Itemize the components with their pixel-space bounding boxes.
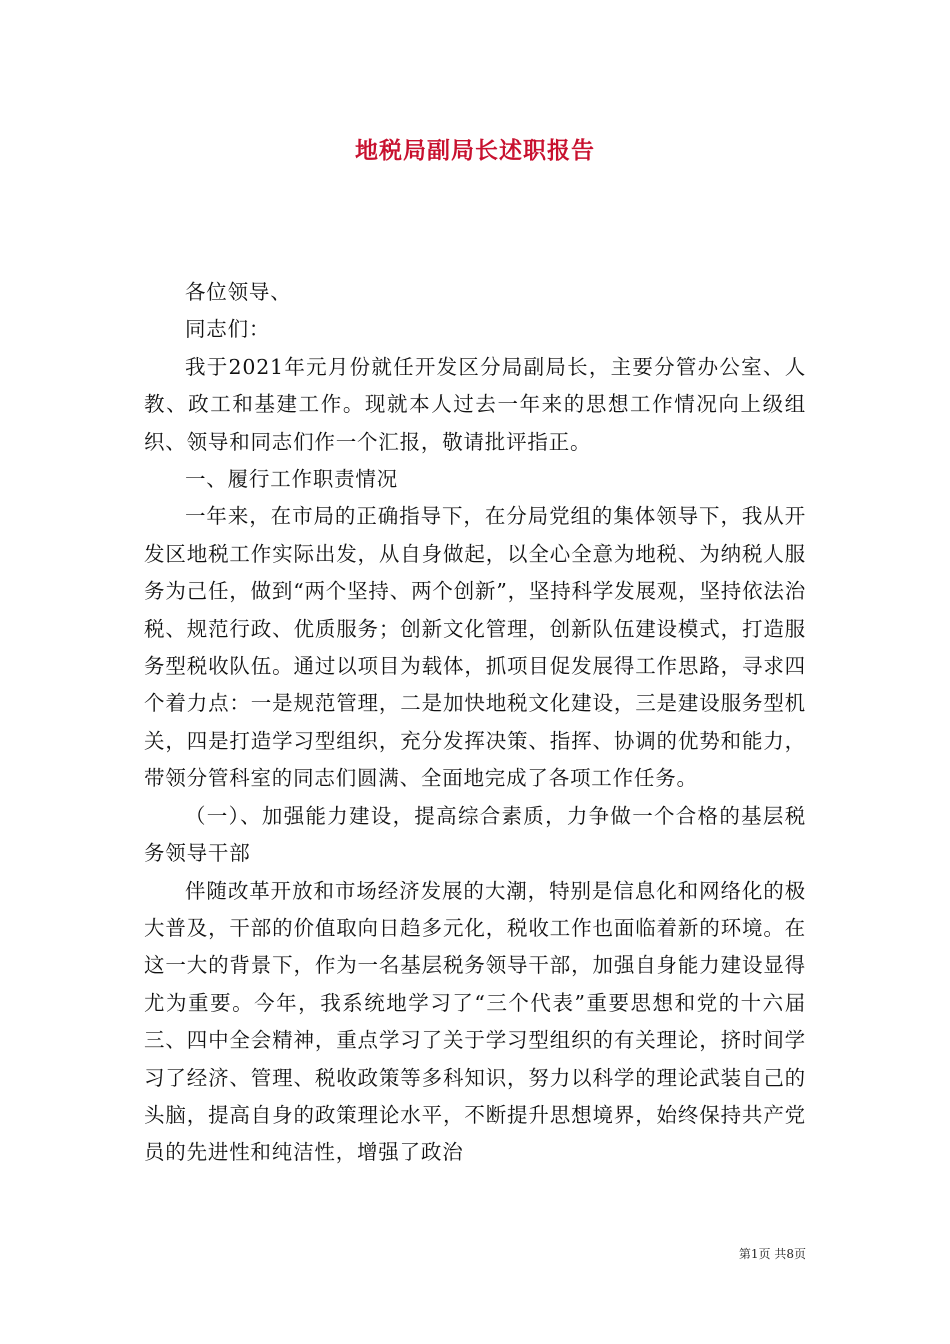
intro-paragraph: 我于2021年元月份就任开发区分局副局长，主要分管办公室、人教、政工和基建工作。现就本人过去一年来的思想工作情况向上级组织、领导和同志们作一个汇报，敬请批评指正。 [144, 354, 806, 454]
page-number: 第1页 共8页 [738, 1247, 806, 1261]
salutation-line-2: 同志们： [185, 317, 271, 342]
document-title: 地税局副局长述职报告 [355, 137, 595, 164]
salutation-line-1: 各位领导、 [185, 280, 292, 304]
body-paragraph: 一年来，在市局的正确指导下，在分局党组的集体领导下，我从开发区地税工作实际出发，从自身做起，以全心全意为地税、为纳税人服务为己任，做到“两个坚持、两个创新”，坚持科学发展观，坚持依法治税、规范行政、优质服务；创新文化管理，创新队伍建设模式，打造服务型税收队伍。通过以项目为载体，抓项目促发展得工作思路，寻求四个着力点：一是规范管理，二是加快地税文化建设，三是建设服务型机关，四是打造学习型组织，充分发挥决策、指挥、协调的优势和能力，带领分管科室的同志们圆满、全面地完成了各项工作任务。 [144, 504, 806, 791]
document-body [144, 274, 806, 1172]
body-paragraph: 伴随改革开放和市场经济发展的大潮，特别是信息化和网络化的极大普及，干部的价值取向日趋多元化，税收工作也面临着新的环境。在这一大的背景下，作为一名基层税务领导干部，加强自身能力建设显得尤为重要。今年，我系统地学习了“三个代表”重要思想和党的十六届三、四中全会精神，重点学习了关于学习型组织的有关理论，挤时间学习了经济、管理、税收政策等多科知识，努力以科学的理论武装自己的头脑，提高自身的政策理论水平，不断提升思想境界，始终保持共产党员的先进性和纯洁性，增强了政治 [144, 878, 806, 1165]
section-heading: 一、履行工作职责情况 [185, 467, 398, 492]
subsection-heading: （一）、加强能力建设，提高综合素质，力争做一个合格的基层税务领导干部 [144, 803, 806, 866]
